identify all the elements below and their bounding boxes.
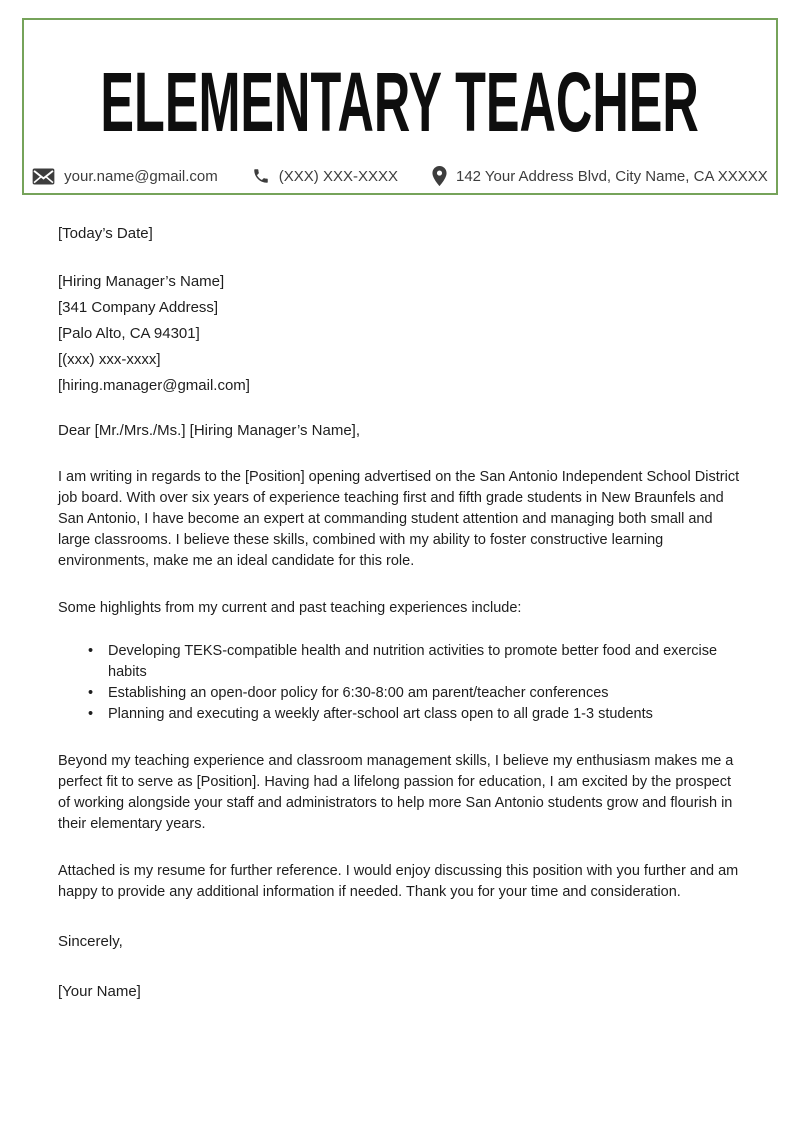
contact-phone xyxy=(252,167,398,185)
paragraph-closing: Attached is my resume for further reference. I would enjoy discussing this position with you further and am happy to provide any additional information if needed. Thank you for your time and consideration. xyxy=(58,863,739,900)
sign-off: Sincerely, xyxy=(58,933,123,950)
page-title: ELEMENTARY TEACHER xyxy=(100,55,700,149)
contact-address-label: 142 Your Address Blvd, City Name, CA XXXXX xyxy=(455,167,768,185)
phone-icon xyxy=(252,167,270,185)
contact-address xyxy=(432,166,768,186)
list-item-text: Developing TEKS-compatible health and nutrition activities to promote better food and exercise habits xyxy=(108,643,718,680)
bullet-icon: • xyxy=(88,685,94,701)
recipient-city: [Palo Alto, CA 94301] xyxy=(58,325,200,342)
list-item xyxy=(88,704,742,725)
paragraph-fit: Beyond my teaching experience and classroom management skills, I believe my enthusiasm makes me a perfect fit to serve as [Position]. Having had a lifelong passion for education, I am excited by the prospect of working alongside your staff and administrators to help more San Antonio students grow and flourish in their elementary years. xyxy=(58,753,734,832)
recipient-email: [hiring.manager@gmail.com] xyxy=(58,377,250,394)
highlights-list xyxy=(58,641,742,725)
list-item-text: Establishing an open-door policy for 6:30-8:00 am parent/teacher conferences xyxy=(108,685,609,701)
recipient-phone: [(xxx) xxx-xxxx] xyxy=(58,351,161,368)
recipient-block xyxy=(58,269,742,399)
bullet-icon: • xyxy=(88,706,94,722)
letter-body xyxy=(58,195,742,1002)
signature-placeholder: [Your Name] xyxy=(58,983,141,1000)
contact-phone-label: (XXX) XXX-XXXX xyxy=(278,167,398,185)
bullet-icon: • xyxy=(88,643,94,659)
contact-email xyxy=(32,168,218,185)
list-item-text: Planning and executing a weekly after-school art class open to all grade 1-3 students xyxy=(108,706,653,722)
recipient-address: [341 Company Address] xyxy=(58,299,219,316)
highlights-intro: Some highlights from my current and past teaching experiences include: xyxy=(58,600,522,616)
email-icon xyxy=(32,168,55,185)
contact-email-label: your.name@gmail.com xyxy=(64,167,218,185)
paragraph-intro: I am writing in regards to the [Position] opening advertised on the San Antonio Independent School District job board. With over six years of experience teaching first and fifth grade students in New Braunfels and San Antonio, I have become an expert at commanding student attention and managing both small and large classrooms. I believe these skills, combined with my ability to foster constructive learning environments, make me an ideal candidate for this role. xyxy=(58,469,740,569)
list-item xyxy=(88,683,742,704)
contact-row xyxy=(24,166,776,186)
salutation: Dear [Mr./Mrs./Ms.] [Hiring Manager’s Name], xyxy=(58,422,361,439)
list-item xyxy=(88,641,742,683)
recipient-name: [Hiring Manager’s Name] xyxy=(58,273,225,290)
letterhead xyxy=(22,18,778,195)
date-placeholder: [Today’s Date] xyxy=(58,225,153,242)
location-icon xyxy=(432,166,447,186)
